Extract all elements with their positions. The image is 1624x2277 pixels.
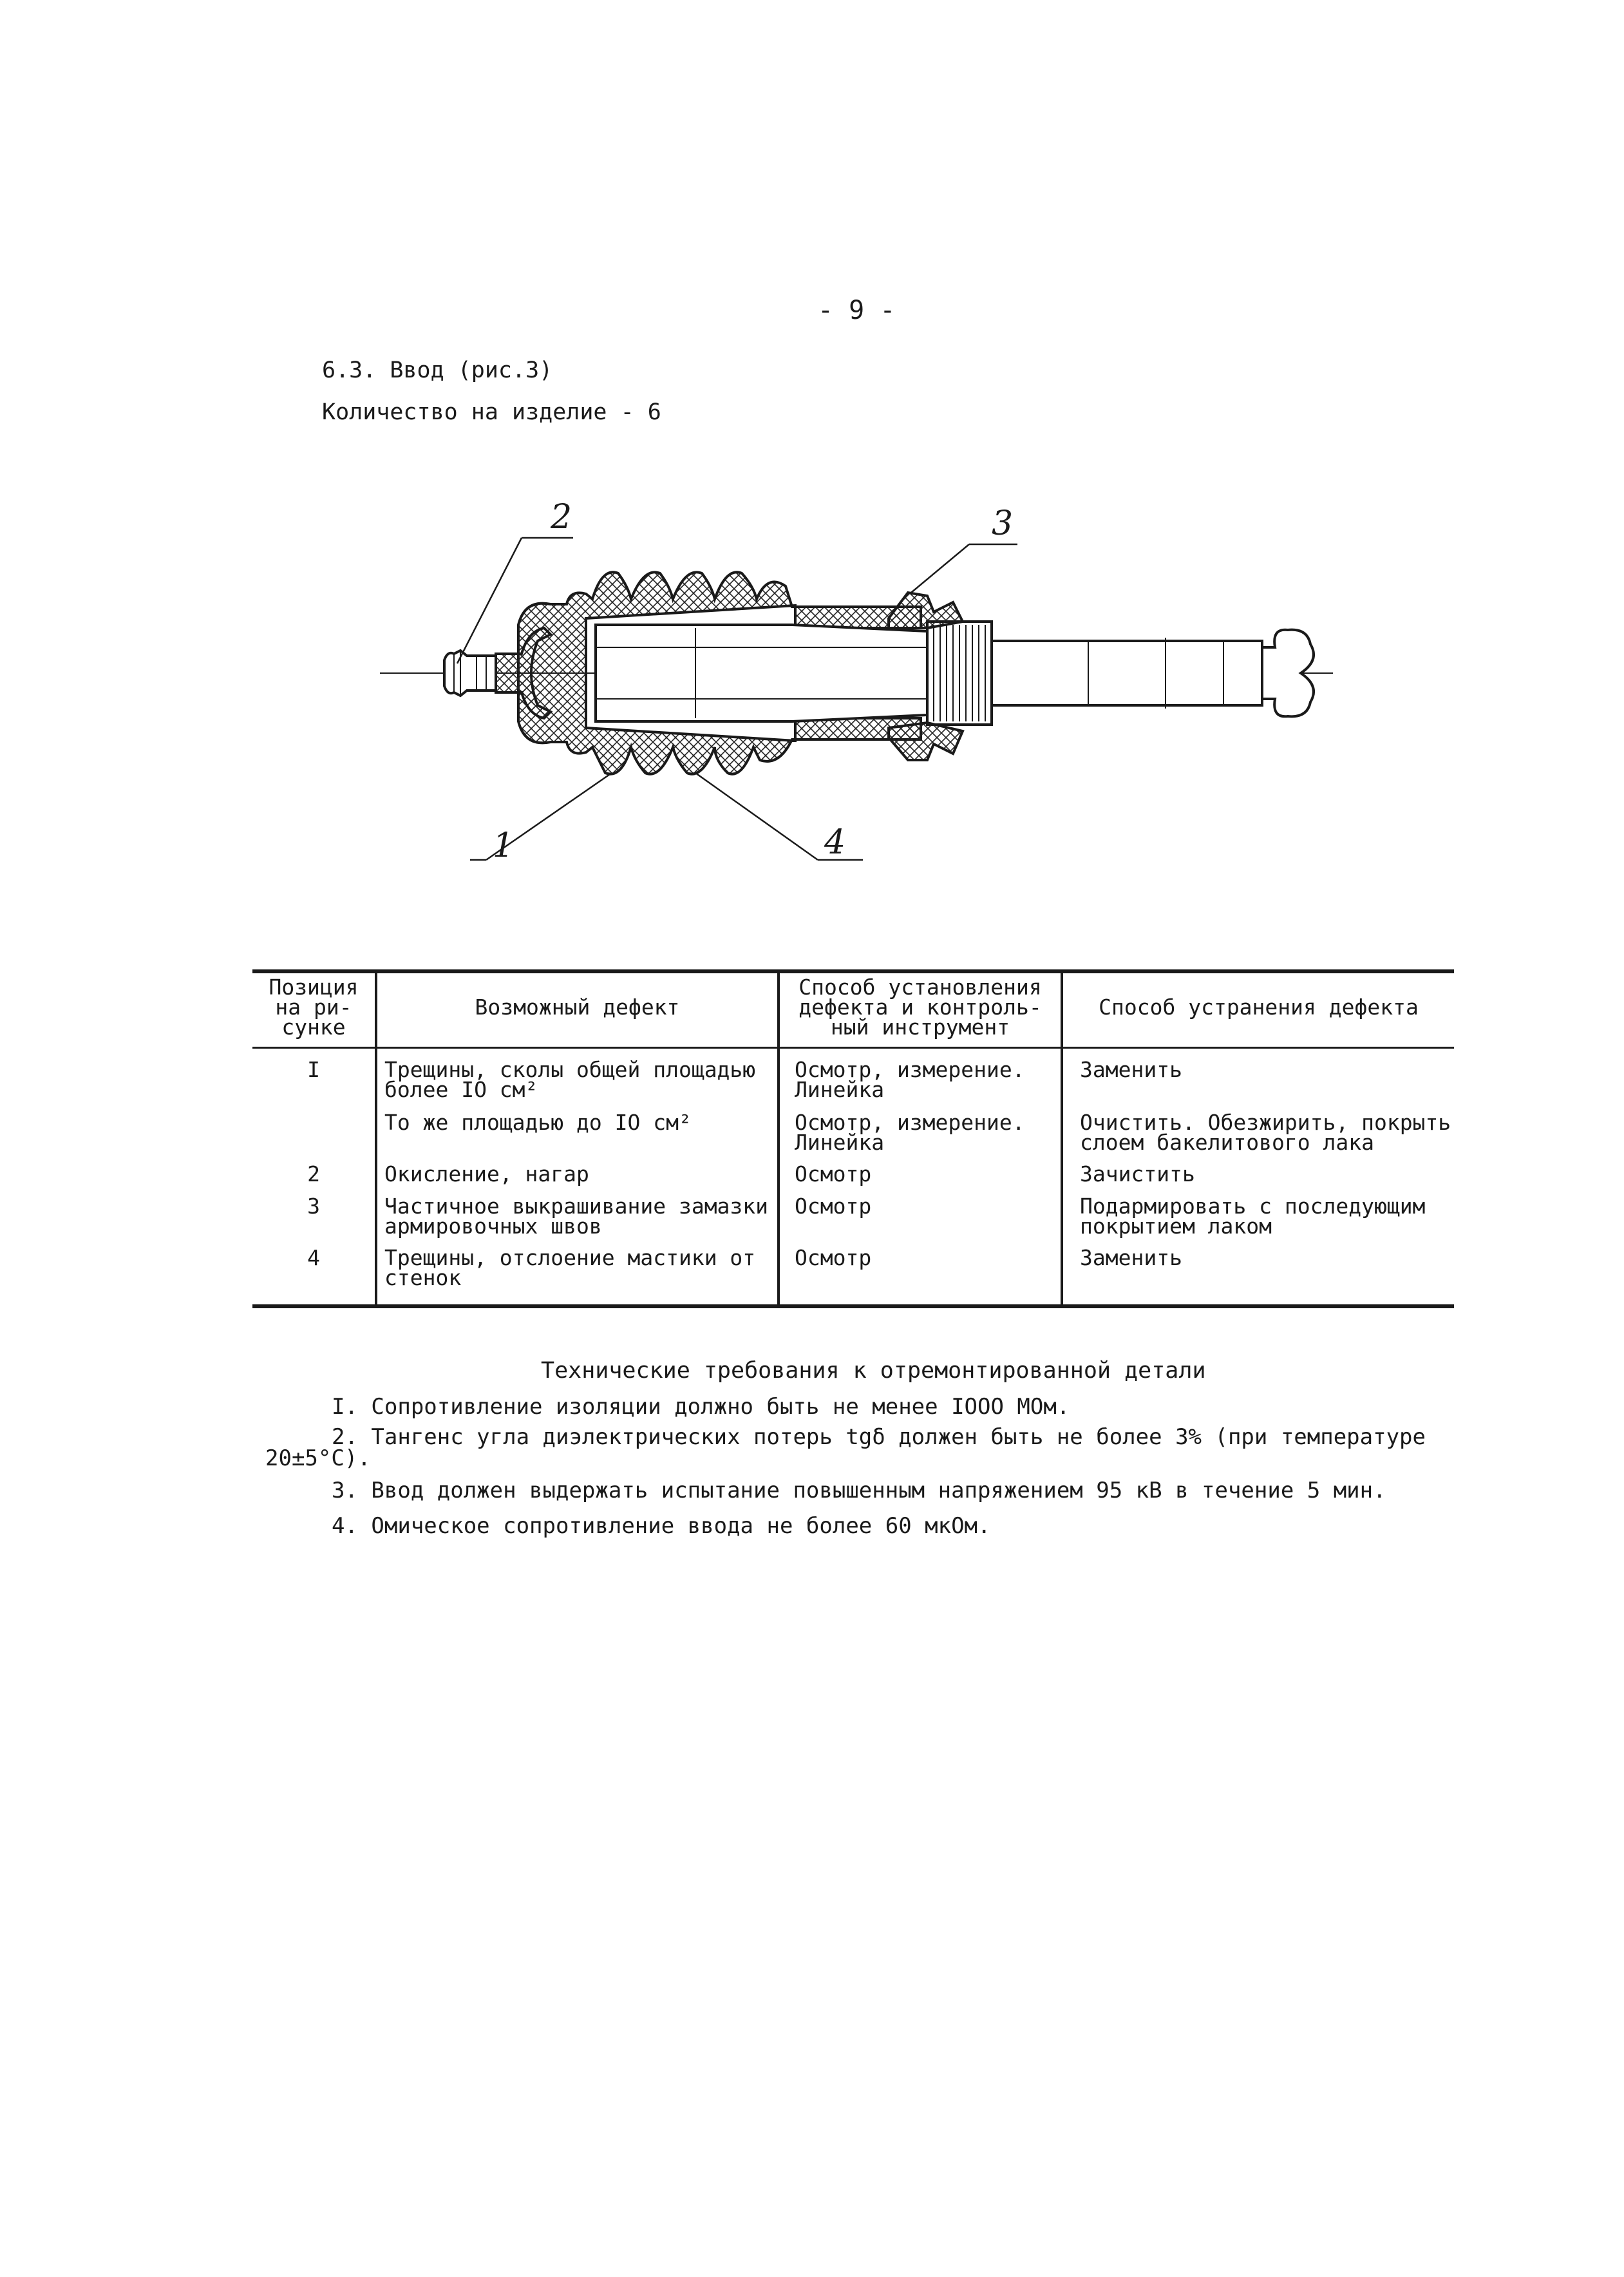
table-row-fix: Подармировать с последующим покрытием лаком — [1080, 1194, 1426, 1239]
header-detection: Способ установления дефекта и контроль- ный инструмент — [798, 975, 1042, 1040]
table-row-pos: I — [307, 1057, 320, 1082]
table-row-pos: 4 — [307, 1245, 320, 1270]
table-row-pos: 3 — [307, 1194, 320, 1219]
tech-requirements-title: Технические требования к отремонтированной детали — [541, 1358, 1206, 1384]
col-divider — [375, 969, 377, 1308]
table-row-defect: То же площадью до IO см² — [384, 1110, 692, 1135]
table-row-method: Осмотр — [795, 1245, 872, 1270]
table-top-rule — [252, 969, 1454, 973]
conductor-tube — [596, 625, 927, 721]
section-title: 6.3. Ввод (рис.3) — [322, 357, 553, 383]
bushing-drawing — [373, 490, 1339, 876]
leader-2 — [457, 538, 522, 663]
table-row-fix: Зачистить — [1080, 1161, 1195, 1186]
requirement-item: 3. Ввод должен выдержать испытание повышенным напряжением 95 кВ в течение 5 мин. — [332, 1478, 1386, 1503]
table-row-defect: Трещины, сколы общей площадью более IO см² — [384, 1057, 756, 1102]
header-position: Позиция на ри- сунке — [269, 975, 359, 1040]
table-row-method: Осмотр — [795, 1194, 872, 1219]
requirement-item: 4. Омическое сопротивление ввода не более 60 мкОм. — [332, 1513, 991, 1539]
requirement-item: 20±5°С). — [265, 1445, 371, 1471]
left-terminal — [444, 651, 496, 696]
table-row-method: Осмотр — [795, 1161, 872, 1186]
table-row-method: Осмотр, измерение. Линейка — [795, 1057, 1025, 1102]
table-bottom-rule — [252, 1304, 1454, 1308]
table-row-defect: Частичное выкрашивание замазки армировочных швов — [384, 1194, 769, 1239]
flange-top — [889, 593, 963, 628]
leader-3 — [911, 544, 969, 593]
requirement-item: I. Сопротивление изоляции должно быть не менее IOOO МОм. — [332, 1394, 1070, 1420]
header-defect: Возможный дефект — [475, 995, 680, 1020]
table-header-rule — [252, 1047, 1454, 1049]
header-remedy: Способ устранения дефекта — [1099, 995, 1419, 1020]
table-row-method: Осмотр, измерение. Линейка — [795, 1110, 1025, 1155]
table-row-pos: 2 — [307, 1161, 320, 1186]
flange-bottom — [889, 723, 963, 760]
callout-1: 1 — [493, 826, 515, 865]
callout-3: 3 — [992, 504, 1014, 543]
leader-4 — [695, 773, 818, 860]
table-row-defect: Окисление, нагар — [384, 1161, 589, 1186]
table-row-fix: Заменить — [1080, 1245, 1182, 1270]
col-divider — [1061, 969, 1063, 1308]
shaft — [992, 641, 1262, 705]
page-number: - 9 - — [818, 296, 896, 325]
table-row-defect: Трещины, отслоение мастики от стенок — [384, 1245, 756, 1290]
table-row-fix: Очистить. Обезжирить, покрыть слоем бакелитового лака — [1080, 1110, 1451, 1155]
callout-2: 2 — [551, 498, 572, 537]
callout-4: 4 — [824, 823, 846, 862]
requirement-item: 2. Тангенс угла диэлектрических потерь tgδ должен быть не более 3% (при температуре — [332, 1424, 1426, 1450]
quantity-per-product: Количество на изделие - 6 — [322, 399, 661, 425]
table-row-fix: Заменить — [1080, 1057, 1182, 1082]
